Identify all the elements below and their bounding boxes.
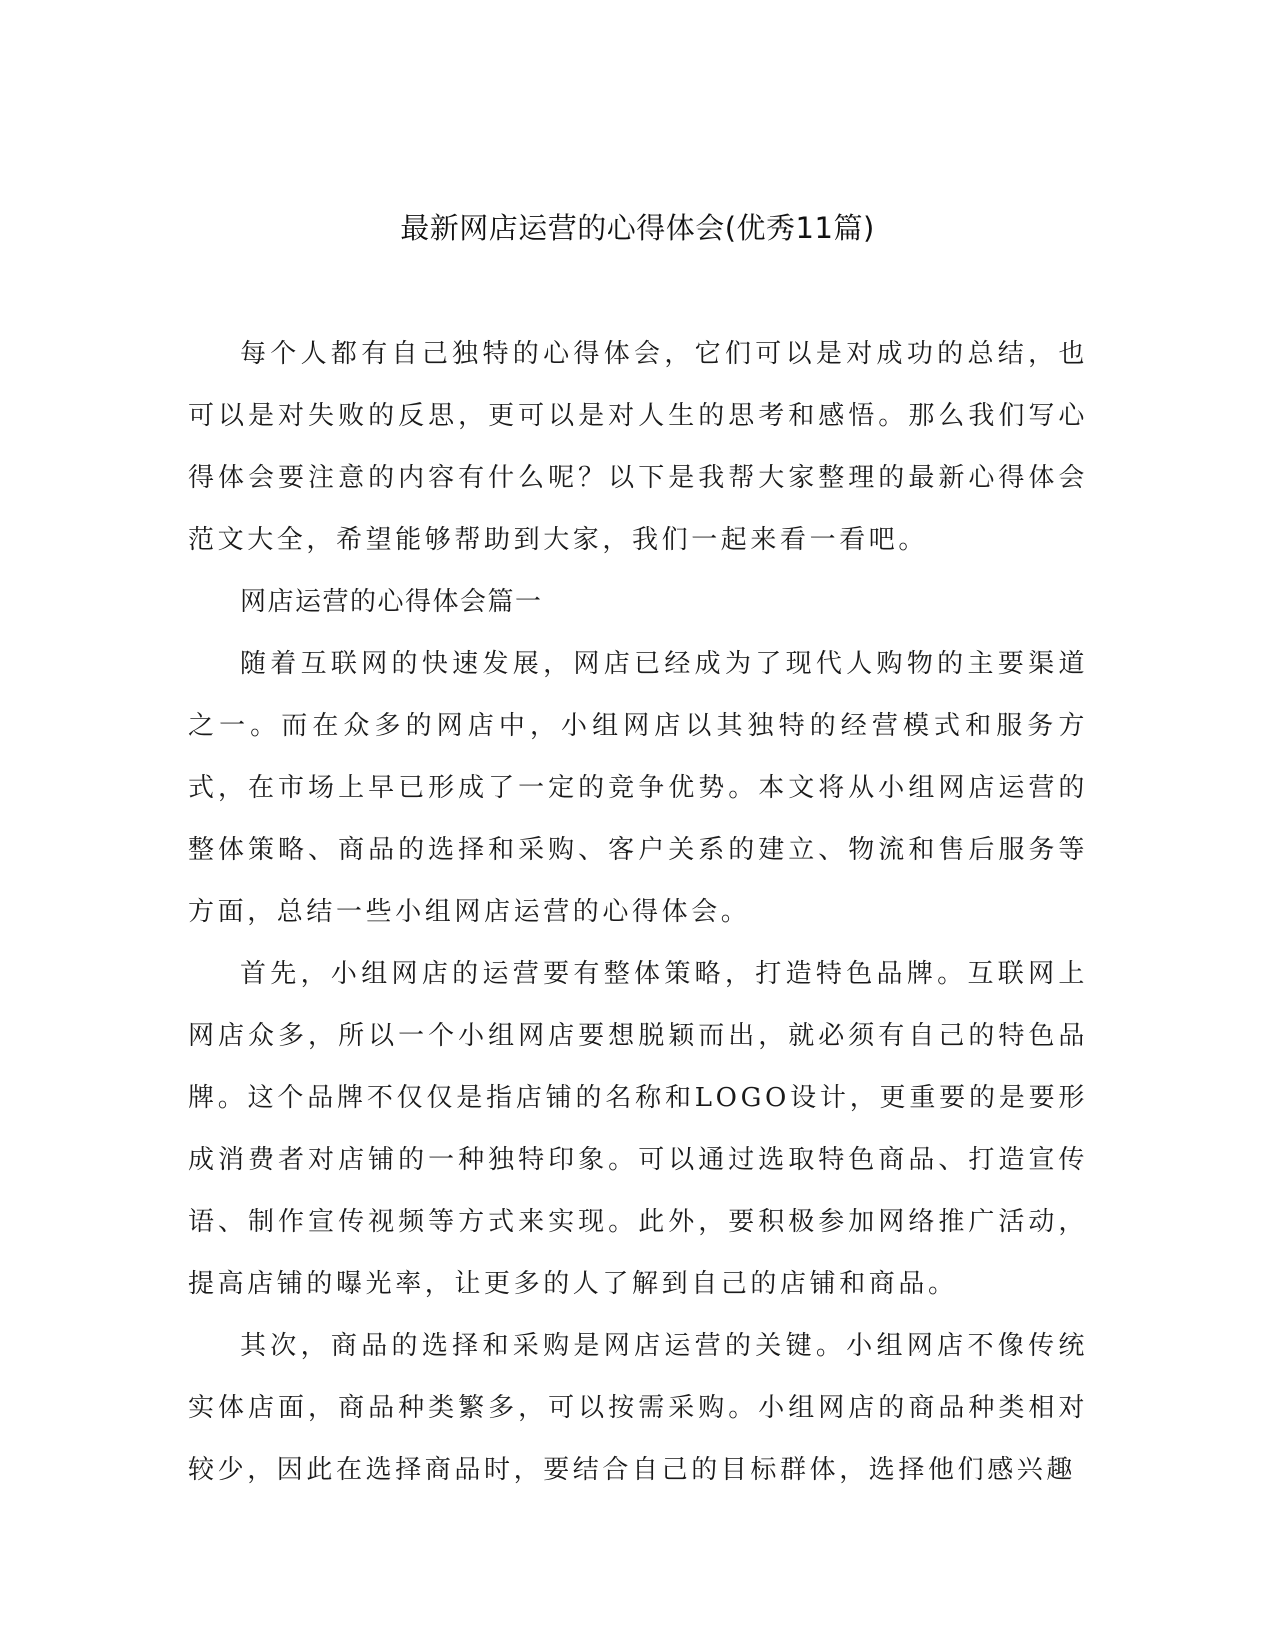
- intro-paragraph: 每个人都有自己独特的心得体会，它们可以是对成功的总结，也可以是对失败的反思，更可以是对人生的思考和感悟。那么我们写心得体会要注意的内容有什么呢？以下是我帮大家整理的最新心得体会范文大全，希望能够帮助到大家，我们一起来看一看吧。: [188, 339, 1088, 555]
- body-paragraph: 其次，商品的选择和采购是网店运营的关键。小组网店不像传统实体店面，商品种类繁多，可以按需采购。小组网店的商品种类相对较少，因此在选择商品时，要结合自己的目标群体，选择他们感兴趣: [188, 1331, 1088, 1485]
- document-title: 最新网店运营的心得体会(优秀11篇): [400, 211, 875, 245]
- document-body: [188, 323, 1088, 1501]
- body-paragraph: 随着互联网的快速发展，网店已经成为了现代人购物的主要渠道之一。而在众多的网店中，小组网店以其独特的经营模式和服务方式，在市场上早已形成了一定的竞争优势。本文将从小组网店运营的整体策略、商品的选择和采购、客户关系的建立、物流和售后服务等方面，总结一些小组网店运营的心得体会。: [188, 649, 1088, 927]
- section-heading: 网店运营的心得体会篇一: [240, 587, 543, 617]
- body-paragraph: 首先，小组网店的运营要有整体策略，打造特色品牌。互联网上网店众多，所以一个小组网店要想脱颖而出，就必须有自己的特色品牌。这个品牌不仅仅是指店铺的名称和LOGO设计，更重要的是要形成消费者对店铺的一种独特印象。可以通过选取特色商品、打造宣传语、制作宣传视频等方式来实现。此外，要积极参加网络推广活动，提高店铺的曝光率，让更多的人了解到自己的店铺和商品。: [188, 959, 1088, 1299]
